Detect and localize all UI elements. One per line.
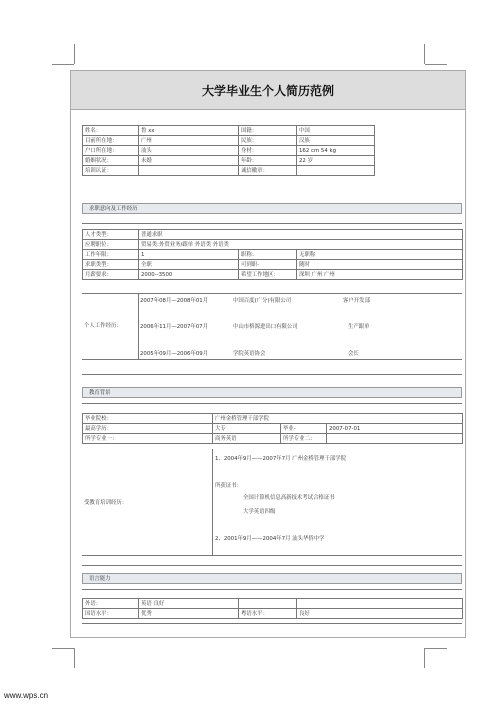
field-value: 1 (139, 250, 239, 260)
field-label: 毕业- (281, 424, 327, 434)
field-value: 汕头 (139, 146, 239, 156)
field-value: 广州 (139, 136, 239, 146)
field-label: 目前所在地： (83, 136, 139, 146)
table-row (83, 250, 463, 260)
field-label: 最高学历： (83, 424, 213, 434)
work-period: 2007年08月—2008年01月 (140, 298, 209, 304)
field-value: 普通求职 (139, 230, 463, 240)
training-label: 受教育培训经历： (84, 500, 128, 506)
education-table (82, 413, 463, 444)
table-row (83, 270, 463, 280)
field-value: 贸易类:外贸业务/跟单 外语类 外语类 (139, 240, 463, 250)
work-role: 会长 (348, 351, 359, 357)
work-period: 2006年11月—2007年07月 (140, 324, 209, 330)
field-value: 优秀 (139, 609, 239, 619)
field-value: 鲁 xx (139, 126, 239, 136)
work-experience-label: 个人工作经历： (84, 323, 122, 329)
table-row (83, 260, 463, 270)
table-row (83, 424, 463, 434)
work-period: 2005年09月—2006年09月 (140, 351, 209, 357)
field-value: 22 岁 (297, 156, 375, 166)
resume-sheet (70, 70, 466, 638)
field-value: 广州金桥管理干部学院 (213, 414, 463, 424)
field-label: 国语水平： (83, 609, 139, 619)
crop-mark (74, 648, 75, 668)
field-value: 全职 (139, 260, 239, 270)
work-company: 中国百度(广分)有限公司 (233, 298, 292, 304)
crop-mark (52, 648, 74, 649)
table-row (83, 609, 463, 619)
training-line: 大学英语四级 (243, 509, 276, 515)
field-label: 月薪要求： (83, 270, 139, 280)
table-row (83, 230, 463, 240)
field-value: 良好 (297, 609, 463, 619)
field-value (297, 166, 375, 176)
field-value: 2007-07-01 (327, 424, 463, 434)
field-value: 未婚 (139, 156, 239, 166)
field-value: 英语 良好 (139, 599, 239, 609)
divider (82, 623, 462, 624)
field-value: 162 cm 54 kg (297, 146, 375, 156)
basic-info-table (82, 125, 375, 176)
field-value (139, 166, 239, 176)
field-label: 所学专业二： (281, 434, 327, 444)
field-label: 工作年限： (83, 250, 139, 260)
field-value: 汉族 (297, 136, 375, 146)
divider (138, 293, 139, 359)
section-header-job: 求职意向及工作经历 (82, 203, 462, 214)
field-value: 2000--3500 (139, 270, 239, 280)
table-row (83, 146, 375, 156)
field-value: 中国 (297, 126, 375, 136)
divider (82, 555, 462, 556)
field-label: 所学专业一： (83, 434, 213, 444)
crop-mark (425, 648, 447, 649)
field-value: 深圳 广州 广州 (297, 270, 463, 280)
crop-mark (424, 648, 425, 668)
divider (82, 374, 462, 375)
language-table (82, 598, 463, 619)
crop-mark (425, 64, 447, 65)
field-label: 身材： (239, 146, 297, 156)
divider (82, 565, 462, 566)
crop-mark (52, 64, 74, 65)
field-label: 培训认证： (83, 166, 139, 176)
table-row (83, 414, 463, 424)
divider (82, 359, 462, 360)
field-label: 粤语水平： (239, 609, 297, 619)
field-label (239, 599, 297, 609)
divider (82, 293, 462, 294)
training-line: 2、2001年9月——2004年7月 汕头华侨中学 (215, 536, 325, 542)
field-label: 婚姻状况： (83, 156, 139, 166)
work-company: 中山市格源进出口有限公司 (233, 324, 298, 330)
table-row (83, 434, 463, 444)
training-line: 所获证书： (215, 483, 242, 489)
section-header-language: 语言能力 (82, 573, 462, 584)
job-table (82, 229, 463, 280)
training-line: 1、2004年9月——2007年7月 广州金桥管理干部学院 (215, 456, 347, 462)
field-label: 毕业院校： (83, 414, 213, 424)
field-value: 随时 (297, 260, 463, 270)
field-label: 希望工作地区： (239, 270, 297, 280)
table-row (83, 240, 463, 250)
crop-mark (424, 44, 425, 64)
section-header-education: 教育背景 (82, 387, 462, 398)
field-value (327, 434, 463, 444)
field-label: 诚信徽章： (239, 166, 297, 176)
work-role: 生产跟单 (348, 324, 370, 330)
field-value (297, 599, 463, 609)
field-value: 商务英语 (213, 434, 281, 444)
training-line: 全国计算机信息高新技术考试合格证书 (243, 495, 335, 501)
table-row (83, 126, 375, 136)
field-label: 应聘职位： (83, 240, 139, 250)
field-label: 民族： (239, 136, 297, 146)
field-value: 无职称 (297, 250, 463, 260)
field-label: 姓名： (83, 126, 139, 136)
field-label: 国籍： (239, 126, 297, 136)
table-row (83, 599, 463, 609)
divider (82, 223, 462, 224)
divider (82, 403, 462, 404)
field-label: 年龄： (239, 156, 297, 166)
field-label: 职称： (239, 250, 297, 260)
field-value: 大专 (213, 424, 281, 434)
footer-url: www.wps.cn (4, 691, 49, 700)
work-role: 客户开发部 (343, 298, 370, 304)
field-label: 外语： (83, 599, 139, 609)
work-company: 学院英语协会 (233, 351, 266, 357)
resume-title: 大学毕业生个人简历范例 (71, 71, 465, 110)
table-row (83, 166, 375, 176)
field-label: 人才类型： (83, 230, 139, 240)
field-label: 求职类型： (83, 260, 139, 270)
crop-mark (74, 44, 75, 64)
table-row (83, 156, 375, 166)
divider (82, 589, 462, 590)
field-label: 户口所在地： (83, 146, 139, 156)
field-label: 可到职- (239, 260, 297, 270)
table-row (83, 136, 375, 146)
divider (212, 449, 213, 555)
